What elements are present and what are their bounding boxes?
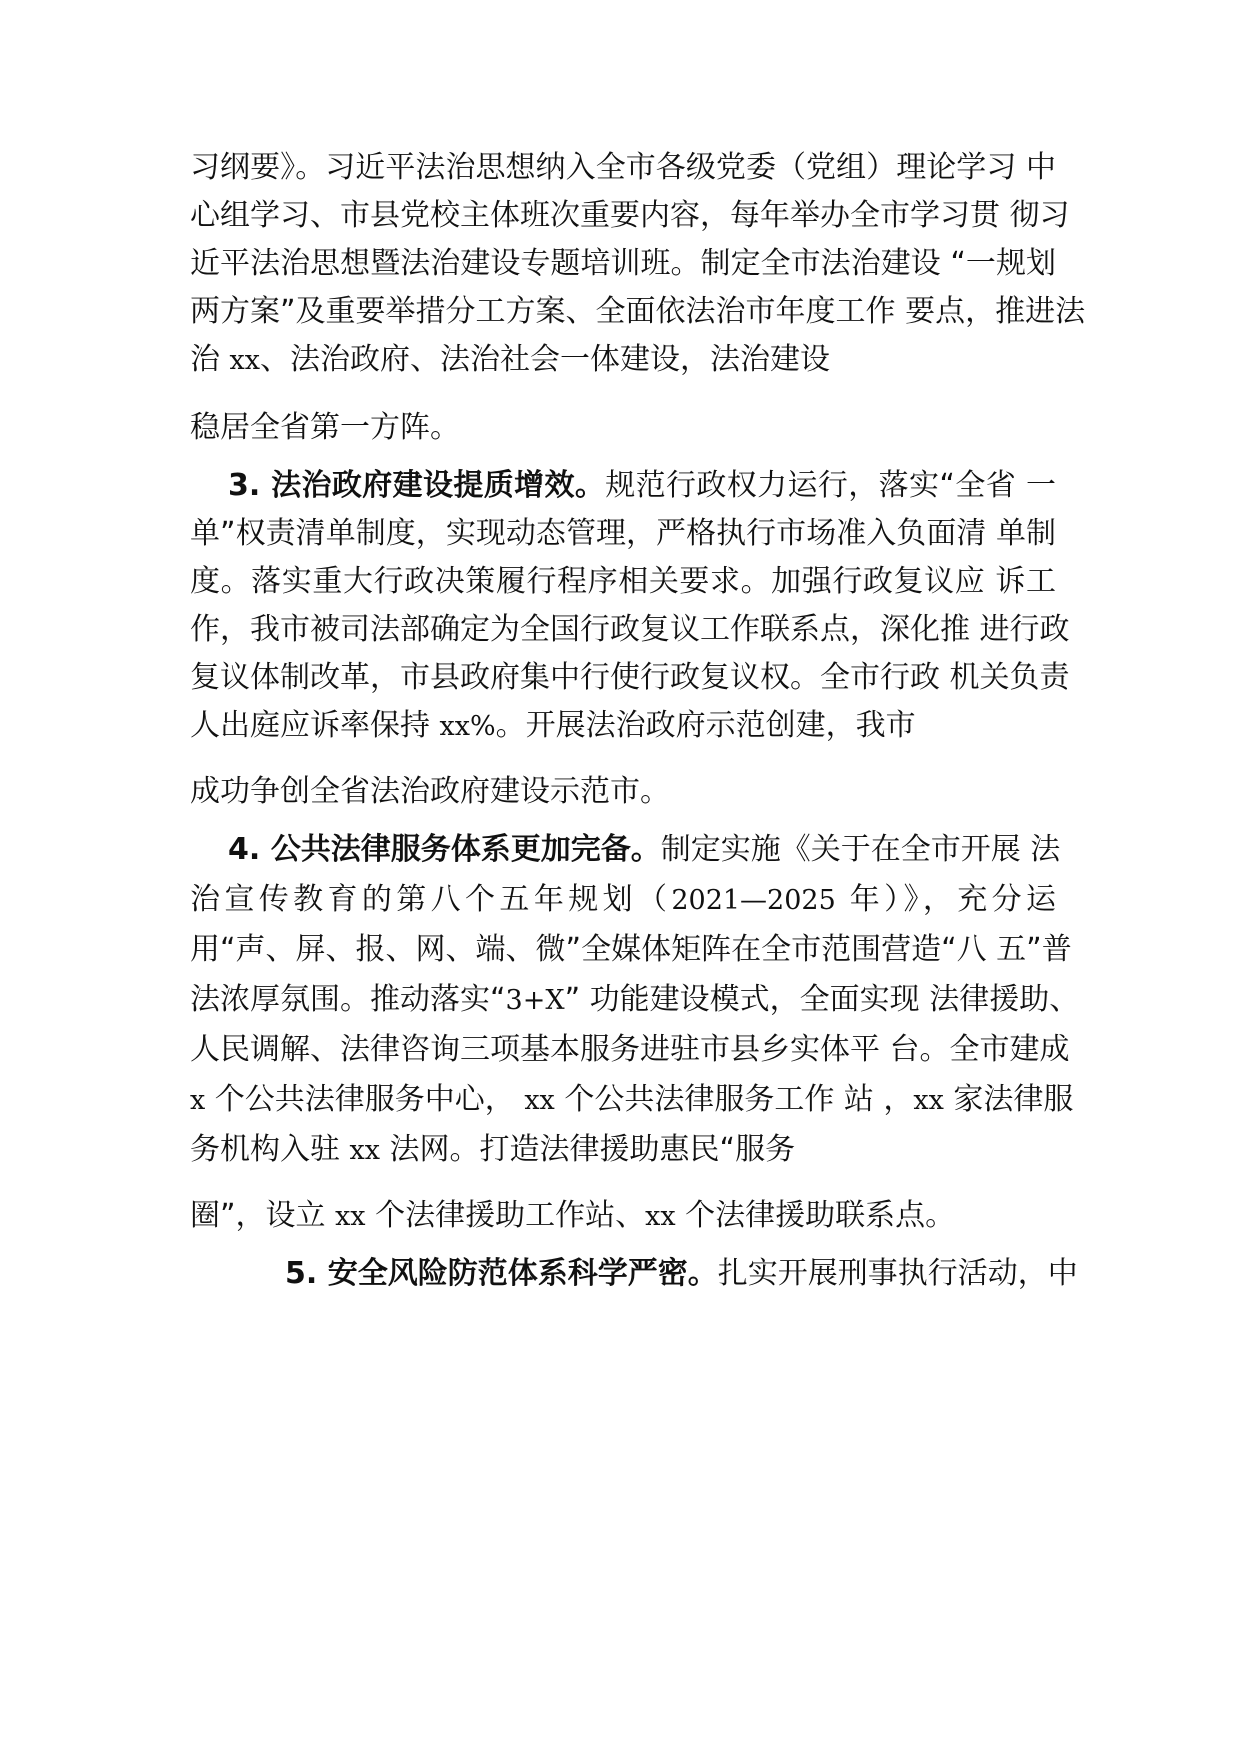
- placeholder-value: xx: [229, 345, 261, 376]
- text-run: 年）》，充分运: [835, 882, 1056, 917]
- text-line: [228, 830, 1061, 870]
- text-run: 法网。打造法律援助惠民“服务: [380, 1132, 796, 1167]
- text-line: [228, 466, 1056, 506]
- text-run: 规范行政权力运行，落实“全省 一: [605, 468, 1056, 503]
- text-line: 习纲要》。习近平法治思想纳入全市各级党委（党组）理论学习 中: [190, 150, 1056, 185]
- text-line: 稳居全省第一方阵。: [190, 410, 460, 445]
- text-line: [190, 340, 1056, 381]
- text-line: 作，我市被司法部确定为全国行政复议工作联系点，深化推 进行政: [190, 612, 1070, 647]
- text-run: 制定实施《关于在全市开展 法: [660, 832, 1061, 867]
- text-run: 。开展法治政府示范创建，我市: [495, 708, 916, 743]
- placeholder-value: xx: [349, 1135, 381, 1166]
- text-run: 务机构入驻: [190, 1132, 350, 1167]
- text-run: 、法治政府、法治社会一体建设，法治建设: [260, 342, 831, 377]
- placeholder-value: x: [190, 1085, 206, 1116]
- placeholder-value: xx%: [439, 711, 496, 742]
- text-line: 近平法治思想暨法治建设专题培训班。制定全市法治建设 “一规划: [190, 246, 1056, 281]
- year-range: 2021—2025: [671, 885, 836, 916]
- text-line: [190, 980, 1080, 1021]
- text-run: 家法律服: [943, 1082, 1074, 1117]
- text-run: 治宣传教育的第八个五年规划（: [190, 882, 672, 917]
- text-run: 个公共法律服务工作 站 ，: [554, 1082, 914, 1117]
- text-run: 个法律援助联系点。: [675, 1198, 956, 1233]
- text-run: 人出庭应诉率保持: [190, 708, 440, 743]
- text-line: 单”权责清单制度，实现动态管理，严格执行市场准入负面清 单制: [190, 516, 1056, 551]
- placeholder-value: xx: [524, 1085, 555, 1116]
- text-line: [190, 1130, 1056, 1171]
- text-line: 心组学习、市县党校主体班次重要内容，每年举办全市学习贯 彻习: [190, 198, 1070, 233]
- section-heading: 5. 安全风险防范体系科学严密。: [285, 1256, 718, 1291]
- text-run: 个公共法律服务中心，: [205, 1082, 525, 1117]
- text-run: ” 功能建设模式，全面实现 法律援助、: [564, 982, 1080, 1017]
- model-name: 3+X: [505, 985, 565, 1016]
- text-line: [190, 1196, 1056, 1237]
- text-line: 人民调解、法律咨询三项基本服务进驻市县乡实体平 台。全市建成: [190, 1032, 1070, 1067]
- text-line: [190, 1080, 1074, 1121]
- placeholder-value: xx: [913, 1085, 944, 1116]
- section-heading: 4. 公共法律服务体系更加完备。: [228, 832, 661, 867]
- text-line: 用“声、屏、报、网、端、微”全媒体矩阵在全市范围营造“八 五”普: [190, 932, 1072, 967]
- placeholder-value: xx: [645, 1201, 676, 1232]
- text-line: 复议体制改革，市县政府集中行使行政复议权。全市行政 机关负责: [190, 660, 1070, 695]
- text-line: [285, 1254, 1078, 1294]
- text-run: 扎实开展刑事执行活动，中: [717, 1256, 1078, 1291]
- text-line: 两方案”及重要举措分工方案、全面依法治市年度工作 要点，推进法: [190, 294, 1086, 329]
- text-line: 成功争创全省法治政府建设示范市。: [190, 774, 670, 809]
- placeholder-value: xx: [335, 1201, 366, 1232]
- section-heading: 3. 法治政府建设提质增效。: [228, 468, 606, 503]
- text-run: 治: [190, 342, 230, 377]
- text-run: 圈”，设立: [190, 1198, 336, 1233]
- text-run: 法浓厚氛围。推动落实“: [190, 982, 506, 1017]
- text-line: 度。落实重大行政决策履行程序相关要求。加强行政复议应 诉工: [190, 564, 1056, 599]
- text-line: [190, 880, 1056, 921]
- text-line: [190, 706, 1056, 747]
- text-run: 个法律援助工作站、: [365, 1198, 646, 1233]
